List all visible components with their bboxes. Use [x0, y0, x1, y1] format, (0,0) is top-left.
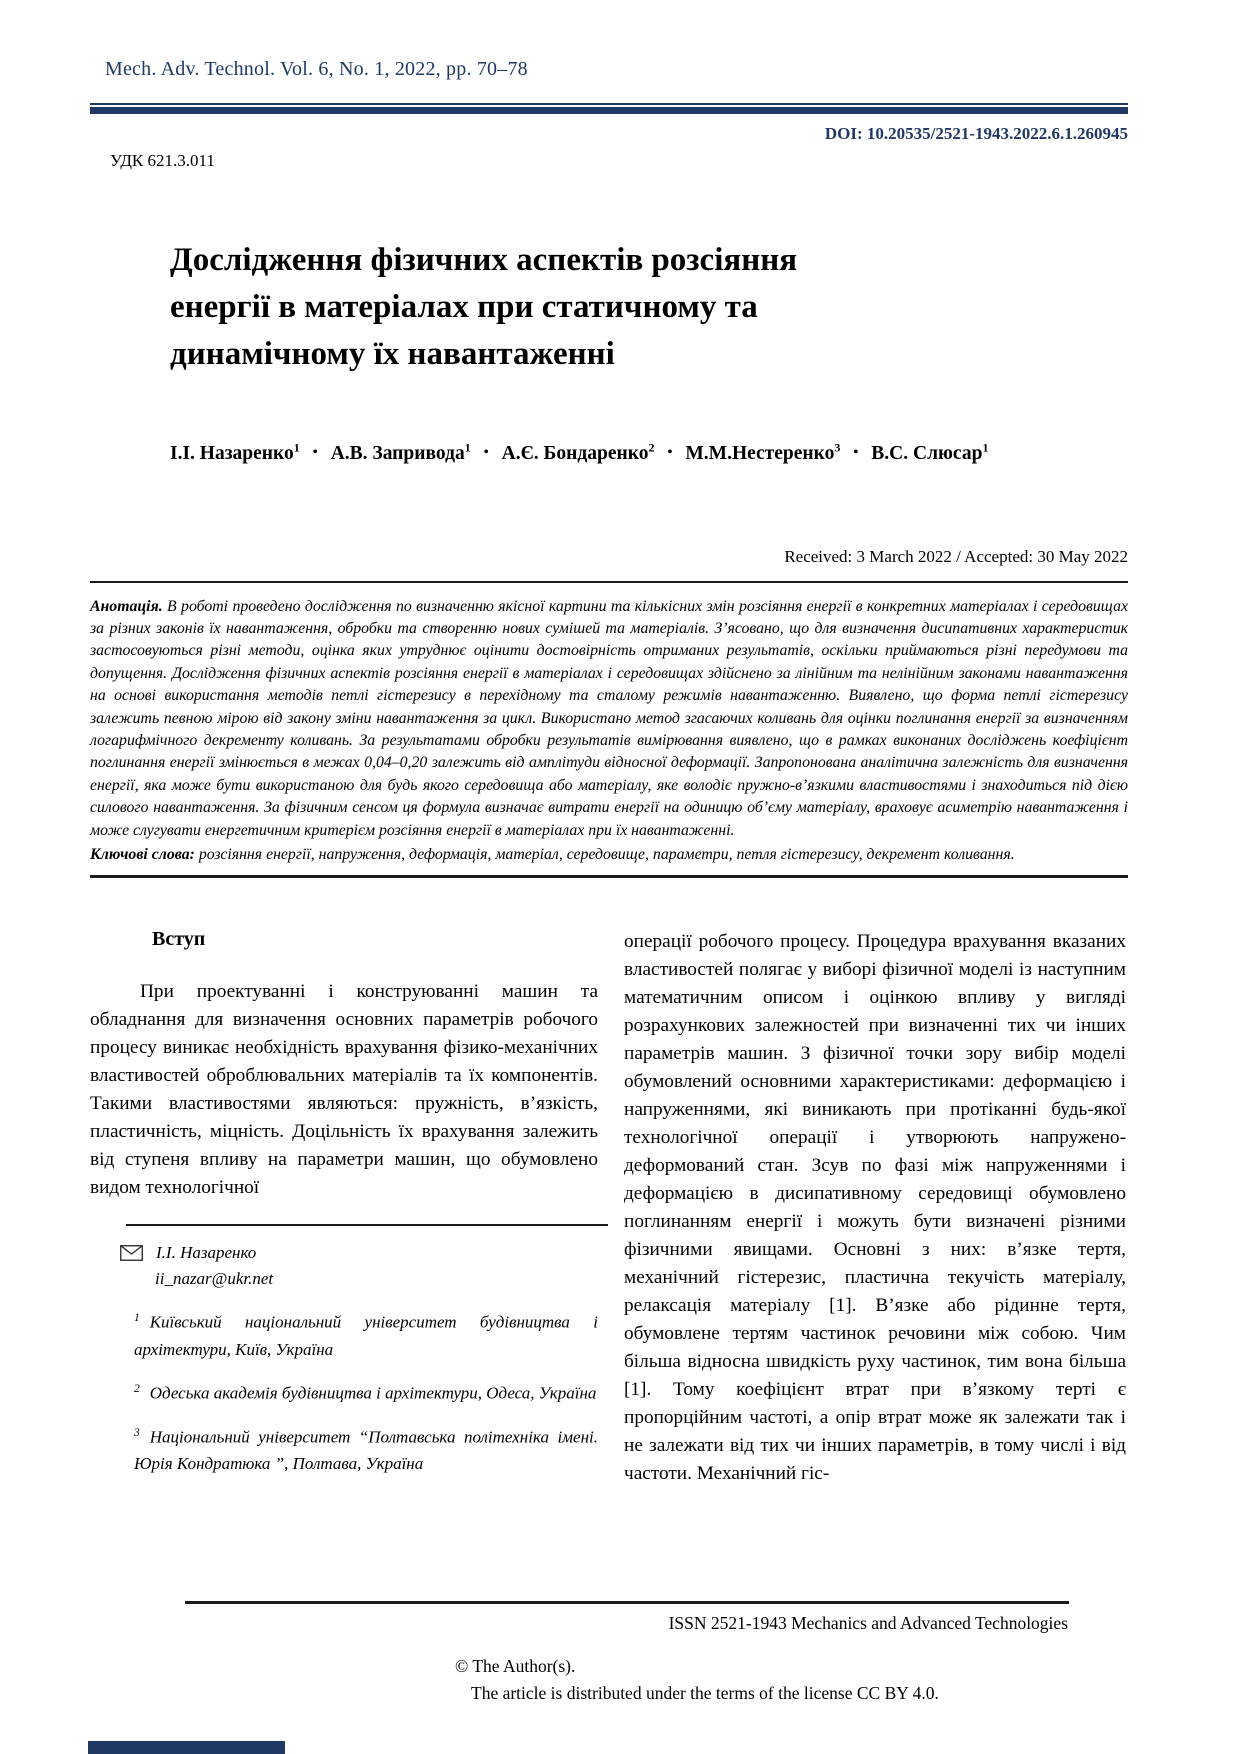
- issn-line: ISSN 2521-1943 Mechanics and Advanced Technologies: [668, 1613, 1068, 1633]
- author-separator: •: [312, 444, 318, 460]
- author: [330, 440, 471, 464]
- author-name: В.С. Слюсар: [871, 442, 983, 464]
- keywords-label: Ключові слова:: [90, 845, 195, 863]
- author-affiliation-ref: 1: [293, 440, 300, 454]
- license-line: The article is distributed under the terms of the license CC BY 4.0.: [471, 1683, 939, 1703]
- author-affiliation-ref: 1: [982, 440, 989, 454]
- author-separator: •: [483, 444, 489, 460]
- article-title: [170, 237, 1128, 378]
- author-affiliation-ref: 3: [834, 440, 841, 454]
- intro-paragraph-right: операції робочого процесу. Процедура врахування вказаних властивостей полягає у виборі фізичної моделі із наступним математичним описом і оцінкою впливу у вигляді розрахункових залежностей при визначенні тих чи інших параметрів машин. З фізичної точки зору вибір моделі обумовлений основними характеристиками: деформацією і напруженнями, які виникають при протіканні будь-якої технологічної операції і утворюють напружено-деформований стан. Зсув по фазі між напруженнями і деформацією в дисипативному середовищі обумовлено поглинанням енергії і можуть бути визначені різними фізичними явищами. Основні з них: в’язке тертя, механічний гістерезис, пластична текучість матеріалу, релаксація матеріалу [1]. В’язке або рідинне тертя, обумовлене тертям частинок речовини між собою. Чим більша відносна швидкість руху частинок, тим вона більша [1]. Тому коефіцієнт втрат при в’язкому терті є пропорційним частоті, а опір втрат може як залежати так і не залежати від тих чи інших параметрів, в тому числі і від частоти. Механічний гіс-: [624, 931, 1126, 1485]
- author: [501, 440, 655, 464]
- author-name: М.М.Нестеренко: [685, 442, 835, 464]
- right-column: [624, 912, 1126, 1488]
- affiliation-text: Київський національний університет будівництва і архітектури, Київ, Україна: [134, 1313, 598, 1360]
- email-envelope-icon: [120, 1245, 143, 1261]
- corresponding-author-row: [90, 1240, 598, 1266]
- header-rule-thin: [90, 103, 1128, 105]
- copyright-line: © The Author(s).: [455, 1656, 576, 1676]
- article-title-line-1: Дослідження фізичних аспектів розсіяння: [170, 242, 798, 278]
- corresponding-author-email[interactable]: ii_nazar@ukr.net: [155, 1269, 274, 1289]
- footnote-block: [90, 1240, 598, 1477]
- article-title-line-2: енергії в матеріалах при статичному та: [170, 289, 758, 325]
- author-separator: •: [667, 444, 673, 460]
- corresponding-author-name: І.І. Назаренко: [156, 1243, 257, 1263]
- page-footer-color-bar: [88, 1741, 285, 1754]
- affiliation: [90, 1420, 598, 1478]
- article-title-line-3: динамічному їх навантаженні: [170, 336, 615, 372]
- doi-link[interactable]: DOI: 10.20535/2521-1943.2022.6.1.260945: [824, 124, 1128, 143]
- affiliation: [90, 1305, 598, 1363]
- left-column: [90, 912, 598, 1488]
- affiliation: [90, 1376, 598, 1407]
- author-name: А.Є. Бондаренко: [501, 442, 649, 464]
- affiliation-text: Одеська академія будівництва і архітектури, Одеса, Україна: [149, 1383, 597, 1403]
- body-columns: [90, 912, 1128, 1488]
- abstract-rule-bottom: [90, 875, 1128, 878]
- abstract-text: В роботі проведено дослідження по визначенню якісної картини та кількісних змін розсіяння енергії в конкретних матеріалах і середовищах за різних законів їх навантаження, обробки та створенню нових сумішей та матеріалів. З’ясовано, що для визначення дисипативних характеристик застосовуються різні методи, оцінка яких утруднює оцінити достовірність отриманих результатів, оскільки приймаються різні передумови та допущення. Дослідження фізичних аспектів розсіяння енергії в матеріалах і середовищах здійснено за лінійним та нелінійним законами навантаження на основі використання методів петлі гістерезису в перехідному та сталому режимів навантаженню. Виявлено, що форма петлі гістерезису залежить певною мірою від закону зміни навантаження за цикл. Використано метод згасаючих коливань для оцінки поглинання енергії за визначенням логарифмічного декременту коливань. За результатами обробки результатів вимірювання виявлено, що в рамках виконаних досліджень коефіцієнт поглинання енергії змінюється в межах 0,04–0,20 залежить від амплітуди відносної деформації. Запропонована аналітична залежність для визначення енергії, яка може бути використаною для будь якого середовища або матеріалу, яке володіє пружно-в’язкими властивостями і знаходиться під дією силового навантаження. За фізичним сенсом ця формула визначає витрати енергії на одиницю об’єму матеріалу, враховує асиметрію навантаження і може слугувати енергетичним критерієм розсіяння енергії в матеріалах при їх навантаженні.: [90, 597, 1128, 839]
- affiliation-text: Національний університет “Полтавська політехніка імені. Юрія Кондратюка ”, Полтава, Україна: [134, 1427, 598, 1474]
- abstract-rule-top: [90, 581, 1128, 583]
- keywords-text: розсіяння енергії, напруження, деформація, матеріал, середовище, параметри, петля гістерезису, декремент коливання.: [198, 845, 1015, 863]
- intro-paragraph-left: При проектуванні і конструюванні машин та обладнання для визначення основних параметрів робочого процесу виникає необхідність врахування фізико-механічних властивостей оброблювальних матеріалів та їх компонентів. Такими властивостями являються: пружність, в’язкість, пластичність, міцність. Доцільність їх врахування залежить від ступеня впливу на параметри машин, що обумовлено видом технологічної: [90, 981, 598, 1199]
- author: [871, 440, 989, 464]
- author-affiliation-ref: 1: [464, 440, 471, 454]
- udc-code: УДК 621.3.011: [110, 151, 215, 170]
- abstract-label: Анотація.: [90, 597, 163, 615]
- journal-header: Mech. Adv. Technol. Vol. 6, No. 1, 2022, pp. 70–78: [105, 58, 528, 80]
- author: [685, 440, 841, 464]
- author-name: І.І. Назаренко: [170, 442, 294, 464]
- header-rule-thick: [90, 107, 1128, 114]
- keywords: [90, 844, 1128, 866]
- author-name: А.В. Запривода: [330, 442, 465, 464]
- abstract: [90, 596, 1128, 842]
- author-affiliation-ref: 2: [648, 440, 655, 454]
- footnote-separator: [126, 1224, 608, 1226]
- footer-rule: [185, 1601, 1069, 1604]
- affiliation-number: 1: [134, 1312, 140, 1325]
- author: [170, 440, 300, 464]
- intro-heading: Вступ: [152, 928, 206, 951]
- received-accepted-dates: Received: 3 March 2022 / Accepted: 30 May 2022: [784, 546, 1128, 566]
- affiliation-number: 3: [134, 1426, 140, 1439]
- author-separator: •: [853, 444, 859, 460]
- affiliation-number: 2: [134, 1383, 140, 1396]
- authors-line: [170, 440, 1128, 465]
